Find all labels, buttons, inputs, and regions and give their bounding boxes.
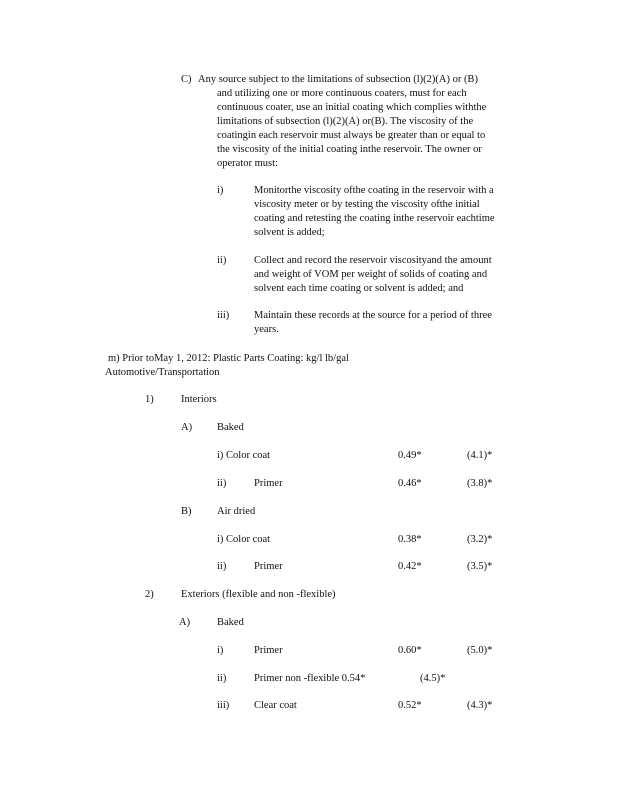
item-i-number: i) [217, 185, 224, 196]
item-iii-number: iii) [217, 310, 230, 321]
interiors-baked-label: Baked [217, 422, 244, 433]
text-line: and weight of VOM per weight of solids of coating and [254, 269, 488, 280]
text-line: viscosity meter or by testing the viscosity ofthe initial [254, 199, 480, 210]
exteriors-number: 2) [145, 589, 154, 600]
exteriors-baked-row-i-kg: 0.60* [398, 645, 422, 656]
section-c-first-line [198, 73, 478, 87]
interiors-label: Interiors [181, 394, 217, 405]
exteriors-baked-row-i-label: Primer [254, 645, 283, 656]
interiors-baked-color-coat-label: i) Color coat [217, 450, 271, 461]
item-ii-number: ii) [217, 255, 227, 266]
text-line: operator must: [217, 158, 278, 169]
interiors-air-dried-primer-label: Primer [254, 561, 283, 572]
text-line: coatingin each reservoir must always be greater than or equal to [217, 130, 486, 141]
interiors-number: 1) [145, 394, 154, 405]
interiors-baked-color-coat-kg: 0.49* [398, 450, 422, 461]
text-line: coating and retesting the coating inthe reservoir eachtime [254, 213, 495, 224]
exteriors-baked-label: Baked [217, 617, 244, 628]
exteriors-baked-row-ii-label: Primer non -flexible 0.54* [254, 673, 366, 684]
text-line: solvent is added; [254, 227, 325, 238]
exteriors-baked-row-ii-lb: (4.5)* [420, 673, 446, 684]
interiors-baked-primer-label: Primer [254, 478, 283, 489]
section-m-subheading: Automotive/Transportation [105, 367, 220, 378]
section-c-paragraph [217, 87, 486, 171]
text-line: and utilizing one or more continuous coaters, must for each [217, 88, 467, 99]
interiors-air-dried-label: Air dried [217, 506, 256, 517]
text-line: years. [254, 324, 279, 335]
section-m-heading: m) Prior toMay 1, 2012: Plastic Parts Coating: kg/l lb/gal [108, 353, 349, 364]
text-line: solvent each time coating or solvent is added; and [254, 283, 464, 294]
item-iii-text [254, 309, 492, 337]
interiors-baked-letter: A) [181, 422, 193, 433]
text-line: Maintain these records at the source for a period of three [254, 310, 492, 321]
text-line: Any source subject to the limitations of subsection (l)(2)(A) or (B) [198, 74, 478, 85]
exteriors-baked-letter: A) [179, 617, 191, 628]
interiors-air-dried-primer-number: ii) [217, 561, 227, 572]
text-line: continuous coater, use an initial coating which complies withthe [217, 102, 487, 113]
interiors-baked-color-coat-lb: (4.1)* [467, 450, 493, 461]
interiors-air-dried-primer-lb: (3.5)* [467, 561, 493, 572]
section-c-label: C) [181, 74, 192, 85]
exteriors-baked-row-i-number: i) [217, 645, 224, 656]
exteriors-label: Exteriors (flexible and non -flexible) [181, 589, 336, 600]
interiors-baked-primer-kg: 0.46* [398, 478, 422, 489]
text-line: Monitorthe viscosity ofthe coating in the reservoir with a [254, 185, 494, 196]
exteriors-baked-row-ii-number: ii) [217, 673, 227, 684]
exteriors-baked-row-i-lb: (5.0)* [467, 645, 493, 656]
interiors-air-dried-letter: B) [181, 506, 192, 517]
interiors-baked-primer-number: ii) [217, 478, 227, 489]
interiors-air-dried-primer-kg: 0.42* [398, 561, 422, 572]
exteriors-baked-row-iii-number: iii) [217, 700, 230, 711]
exteriors-baked-row-iii-lb: (4.3)* [467, 700, 493, 711]
item-ii-text [254, 254, 492, 296]
text-line: the viscosity of the initial coating inthe reservoir. The owner or [217, 144, 482, 155]
interiors-air-dried-color-coat-lb: (3.2)* [467, 534, 493, 545]
interiors-air-dried-color-coat-kg: 0.38* [398, 534, 422, 545]
interiors-air-dried-color-coat-label: i) Color coat [217, 534, 271, 545]
text-line: Collect and record the reservoir viscosityand the amount [254, 255, 492, 266]
exteriors-baked-row-iii-label: Clear coat [254, 700, 297, 711]
exteriors-baked-row-iii-kg: 0.52* [398, 700, 422, 711]
interiors-baked-primer-lb: (3.8)* [467, 478, 493, 489]
text-line: limitations of subsection (l)(2)(A) or(B). The viscosity of the [217, 116, 474, 127]
item-i-text [254, 184, 495, 240]
